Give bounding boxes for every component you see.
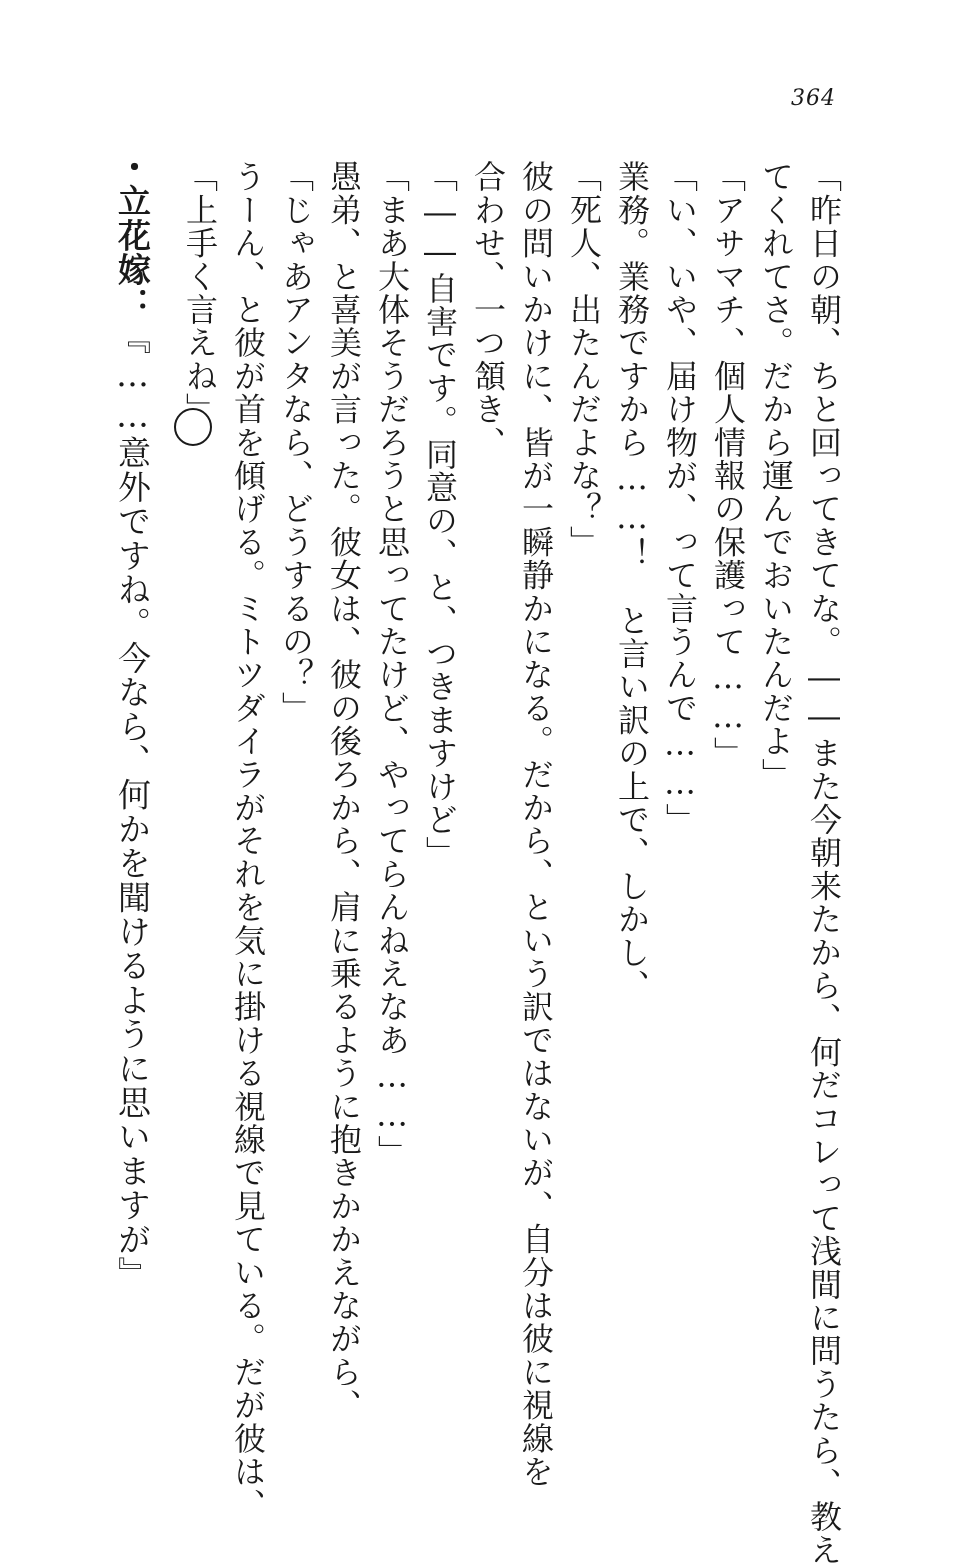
- note-bullet: ・: [113, 150, 152, 185]
- note-text: 『……意外ですね。今なら、何かを聞けるように思いますが』: [113, 321, 152, 1291]
- text-column-3: 「アサマチ、個人情報の保護って……」: [709, 160, 747, 770]
- text-column-7: 彼の問いかけに、皆が一瞬静かになる。だから、という訳ではないが、自分は彼に視線を: [517, 160, 555, 1488]
- text-column-6: 「死人、出たんだよな？」: [565, 160, 603, 559]
- note-separator: ：: [113, 286, 152, 322]
- text-column-9: 「――自害です。同意の、と、つきますけど」: [421, 160, 459, 870]
- scene-break-circle: [174, 408, 212, 446]
- text-column-1: 「昨日の朝、ちと回ってきてな。――また今朝来たから、何だコレって浅間に問うたら、教え: [805, 160, 843, 1566]
- text-column-5: 業務。業務ですから……！ と言い訳の上で、しかし、: [613, 160, 651, 1002]
- text-column-4: 「い、いや、届け物が、って言うんで……」: [661, 160, 699, 836]
- text-column-2: てくれてさ。だから運んでおいたんだよ」: [757, 160, 795, 791]
- text-column-10: 「まあ大体そうだろうと思ってたけど、やってらんねえなあ……」: [373, 160, 411, 1168]
- chat-note: [108, 150, 156, 1300]
- text-column-13: うーん、と彼が首を傾げる。ミトツダイラがそれを気に掛ける視線で見ている。だが彼は、: [229, 160, 267, 1522]
- text-column-11: 愚弟、と喜美が言った。彼女は、彼の後ろから、肩に乗るように抱きかかえながら、: [325, 160, 363, 1422]
- text-column-14: 「上手く言えね」: [181, 160, 219, 426]
- text-column-12: 「じゃあアンタなら、どうするの？」: [277, 160, 315, 725]
- page-number: 364: [791, 86, 836, 111]
- text-column-8: 合わせ、一つ頷き、: [469, 160, 507, 459]
- note-speaker-name: 立花嫁: [113, 184, 152, 287]
